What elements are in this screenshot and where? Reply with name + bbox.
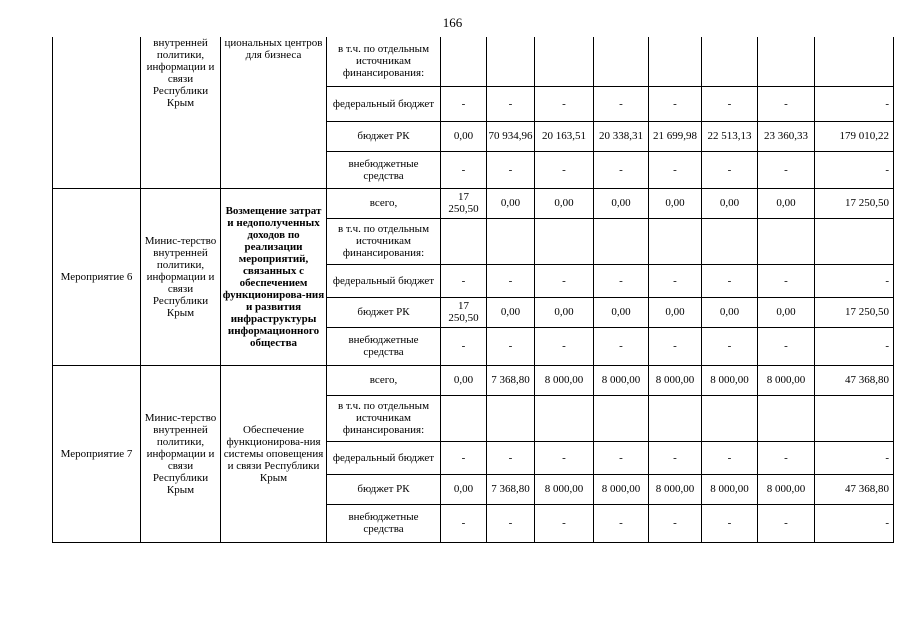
amount-cell <box>441 37 487 86</box>
amount-cell: - <box>815 151 894 188</box>
amount-cell: - <box>441 264 487 297</box>
executor-name: внутренней политики, информации и связи Республики Крым <box>141 37 221 188</box>
measure-description: Возмещение затрат и недополученных доходов по реализации мероприятий, связанных с обеспечением функционирова-ния и развития инфраструктуры информационного общества <box>221 188 327 365</box>
amount-cell: 47 368,80 <box>815 365 894 395</box>
amount-cell: - <box>535 441 594 474</box>
amount-cell: 17 250,50 <box>441 188 487 218</box>
amount-cell: - <box>815 86 894 121</box>
amount-cell: - <box>594 327 649 365</box>
amount-cell: - <box>649 151 702 188</box>
funding-source: бюджет РК <box>327 121 441 151</box>
amount-cell: - <box>815 264 894 297</box>
amount-cell: - <box>441 86 487 121</box>
table-row <box>53 188 894 218</box>
amount-cell: - <box>441 504 487 542</box>
funding-source: федеральный бюджет <box>327 264 441 297</box>
amount-cell: 8 000,00 <box>702 474 758 504</box>
amount-cell: - <box>649 441 702 474</box>
amount-cell: 0,00 <box>487 188 535 218</box>
amount-cell: 70 934,96 <box>487 121 535 151</box>
amount-cell: - <box>649 327 702 365</box>
amount-cell: 0,00 <box>441 365 487 395</box>
amount-cell: 0,00 <box>594 188 649 218</box>
amount-cell: - <box>441 441 487 474</box>
amount-cell <box>649 218 702 264</box>
amount-cell: - <box>702 264 758 297</box>
amount-cell: 0,00 <box>487 297 535 327</box>
amount-cell <box>702 395 758 441</box>
amount-cell: - <box>702 86 758 121</box>
amount-cell: - <box>487 504 535 542</box>
amount-cell: 0,00 <box>535 188 594 218</box>
measure-description: Обеспечение функционирова-ния системы оповещения и связи Республики Крым <box>221 365 327 542</box>
amount-cell: 21 699,98 <box>649 121 702 151</box>
amount-cell: - <box>649 86 702 121</box>
amount-cell: - <box>758 86 815 121</box>
amount-cell: 8 000,00 <box>535 474 594 504</box>
budget-table-body <box>53 37 894 542</box>
funding-source: в т.ч. по отдельным источникам финансирования: <box>327 395 441 441</box>
amount-cell: - <box>702 151 758 188</box>
amount-cell <box>815 37 894 86</box>
funding-source: бюджет РК <box>327 474 441 504</box>
amount-cell: 22 513,13 <box>702 121 758 151</box>
amount-cell: - <box>815 327 894 365</box>
amount-cell <box>758 218 815 264</box>
amount-cell <box>594 218 649 264</box>
amount-cell <box>649 395 702 441</box>
measure-name: Мероприятие 6 <box>53 188 141 365</box>
amount-cell: 17 250,50 <box>441 297 487 327</box>
amount-cell: 0,00 <box>702 188 758 218</box>
amount-cell: - <box>649 264 702 297</box>
amount-cell <box>487 218 535 264</box>
measure-name: Мероприятие 7 <box>53 365 141 542</box>
funding-source: внебюджетные средства <box>327 327 441 365</box>
amount-cell: 8 000,00 <box>594 365 649 395</box>
amount-cell <box>815 395 894 441</box>
amount-cell <box>702 218 758 264</box>
amount-cell: - <box>594 441 649 474</box>
table-row <box>53 365 894 395</box>
amount-cell: 0,00 <box>594 297 649 327</box>
funding-source: внебюджетные средства <box>327 504 441 542</box>
amount-cell: - <box>594 151 649 188</box>
amount-cell: - <box>594 86 649 121</box>
amount-cell: - <box>594 264 649 297</box>
amount-cell: 8 000,00 <box>758 365 815 395</box>
amount-cell <box>535 37 594 86</box>
amount-cell: 8 000,00 <box>649 474 702 504</box>
amount-cell: 17 250,50 <box>815 297 894 327</box>
measure-description: циональных центров для бизнеса <box>221 37 327 188</box>
amount-cell: 8 000,00 <box>758 474 815 504</box>
amount-cell: 47 368,80 <box>815 474 894 504</box>
amount-cell: - <box>487 86 535 121</box>
executor-name: Минис-терство внутренней политики, информации и связи Республики Крым <box>141 365 221 542</box>
amount-cell <box>441 218 487 264</box>
amount-cell <box>441 395 487 441</box>
funding-source: всего, <box>327 188 441 218</box>
amount-cell: 20 338,31 <box>594 121 649 151</box>
amount-cell: 23 360,33 <box>758 121 815 151</box>
amount-cell <box>649 37 702 86</box>
amount-cell <box>535 395 594 441</box>
amount-cell: - <box>487 151 535 188</box>
amount-cell <box>535 218 594 264</box>
page-number: 166 <box>442 15 463 30</box>
amount-cell: - <box>702 327 758 365</box>
amount-cell: 8 000,00 <box>594 474 649 504</box>
amount-cell: 7 368,80 <box>487 365 535 395</box>
amount-cell <box>758 37 815 86</box>
amount-cell: - <box>594 504 649 542</box>
amount-cell: - <box>758 264 815 297</box>
amount-cell: 0,00 <box>649 297 702 327</box>
executor-name: Минис-терство внутренней политики, информации и связи Республики Крым <box>141 188 221 365</box>
amount-cell: 8 000,00 <box>702 365 758 395</box>
amount-cell <box>487 395 535 441</box>
amount-cell: - <box>441 151 487 188</box>
amount-cell: - <box>758 504 815 542</box>
amount-cell: - <box>487 441 535 474</box>
funding-source: в т.ч. по отдельным источникам финансирования: <box>327 37 441 86</box>
amount-cell: - <box>702 441 758 474</box>
amount-cell: - <box>535 264 594 297</box>
amount-cell: - <box>487 327 535 365</box>
funding-source: всего, <box>327 365 441 395</box>
amount-cell: 0,00 <box>758 297 815 327</box>
funding-source: в т.ч. по отдельным источникам финансирования: <box>327 218 441 264</box>
amount-cell <box>487 37 535 86</box>
amount-cell: - <box>535 86 594 121</box>
amount-cell <box>815 218 894 264</box>
amount-cell <box>702 37 758 86</box>
amount-cell: - <box>815 441 894 474</box>
amount-cell: 0,00 <box>758 188 815 218</box>
amount-cell: - <box>535 151 594 188</box>
amount-cell: - <box>487 264 535 297</box>
amount-cell: - <box>535 504 594 542</box>
funding-source: федеральный бюджет <box>327 86 441 121</box>
amount-cell: - <box>815 504 894 542</box>
amount-cell: 0,00 <box>702 297 758 327</box>
amount-cell: 20 163,51 <box>535 121 594 151</box>
amount-cell: - <box>441 327 487 365</box>
table-row <box>53 37 894 86</box>
amount-cell: - <box>758 327 815 365</box>
amount-cell: 0,00 <box>649 188 702 218</box>
budget-table <box>52 37 894 543</box>
measure-name <box>53 37 141 188</box>
amount-cell: 7 368,80 <box>487 474 535 504</box>
amount-cell: 0,00 <box>441 121 487 151</box>
amount-cell: 0,00 <box>535 297 594 327</box>
amount-cell <box>594 395 649 441</box>
amount-cell: 0,00 <box>441 474 487 504</box>
amount-cell: - <box>758 151 815 188</box>
amount-cell: - <box>535 327 594 365</box>
funding-source: бюджет РК <box>327 297 441 327</box>
amount-cell <box>594 37 649 86</box>
funding-source: федеральный бюджет <box>327 441 441 474</box>
amount-cell: 8 000,00 <box>535 365 594 395</box>
amount-cell: - <box>702 504 758 542</box>
amount-cell: - <box>758 441 815 474</box>
funding-source: внебюджетные средства <box>327 151 441 188</box>
amount-cell <box>758 395 815 441</box>
amount-cell: 179 010,22 <box>815 121 894 151</box>
amount-cell: 17 250,50 <box>815 188 894 218</box>
amount-cell: - <box>649 504 702 542</box>
amount-cell: 8 000,00 <box>649 365 702 395</box>
